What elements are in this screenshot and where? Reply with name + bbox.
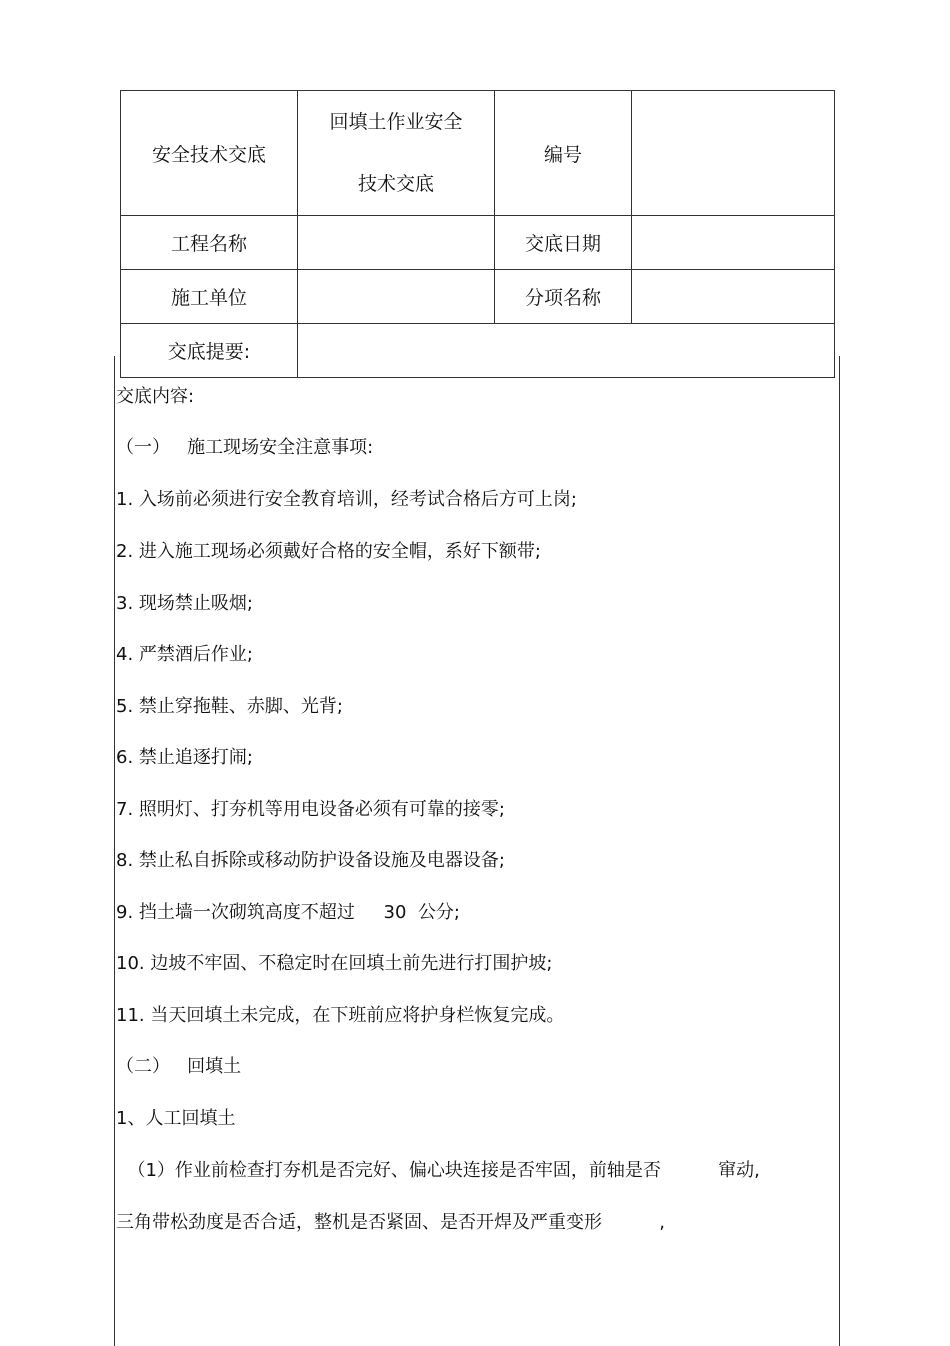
value-item-name [632,270,835,324]
list-item: 3. 现场禁止吸烟; [116,593,253,614]
list-item: 10. 边坡不牢固、不稳定时在回填土前先进行打围护坡; [116,953,553,974]
value-briefing-date [632,216,835,270]
label-item-name: 分项名称 [495,270,632,324]
list-item: 5. 禁止穿拖鞋、赤脚、光背; [116,696,343,717]
header-row-3 [121,270,835,324]
list-item: 1. 入场前必须进行安全教育培训，经考试合格后方可上岗; [116,489,577,510]
label-code: 编号 [495,91,632,216]
header-row-1 [121,91,835,216]
content-heading: 交底内容: [116,386,195,407]
list-item: 9. 挡土墙一次砌筑高度不超过 30 公分; [116,902,460,923]
value-project-name [298,216,495,270]
value-code [632,91,835,216]
list-item: 7. 照明灯、打夯机等用电设备必须有可靠的接零; [116,799,505,820]
paragraph-line-1: （1）作业前检查打夯机是否完好、偏心块连接是否牢固，前轴是否 窜动, [116,1160,760,1181]
label-briefing-summary: 交底提要: [121,324,298,378]
subsection-heading: 1、人工回填土 [116,1108,236,1129]
label-project-name: 工程名称 [121,216,298,270]
list-item: 4. 严禁酒后作业; [116,644,253,665]
label-safety-briefing: 安全技术交底 [121,91,298,216]
value-construction-unit [298,270,495,324]
section-heading-1: （一） 施工现场安全注意事项: [116,437,374,458]
paragraph-line-2: 三角带松劲度是否合适，整机是否紧固、是否开焊及严重变形 , [116,1212,665,1233]
briefing-title-line-2: 技术交底 [357,173,434,195]
list-item: 2. 进入施工现场必须戴好合格的安全帽，系好下额带; [116,541,541,562]
label-briefing-date: 交底日期 [495,216,632,270]
section-heading-2: （二） 回填土 [116,1056,242,1077]
briefing-title-line-1: 回填土作业安全 [329,111,463,133]
header-row-2 [121,216,835,270]
list-item: 8. 禁止私自拆除或移动防护设备设施及电器设备; [116,850,505,871]
header-table [120,90,835,378]
list-item: 11. 当天回填土未完成，在下班前应将护身栏恢复完成。 [116,1005,565,1026]
label-construction-unit: 施工单位 [121,270,298,324]
briefing-title [298,91,495,216]
list-item: 6. 禁止追逐打闹; [116,747,253,768]
